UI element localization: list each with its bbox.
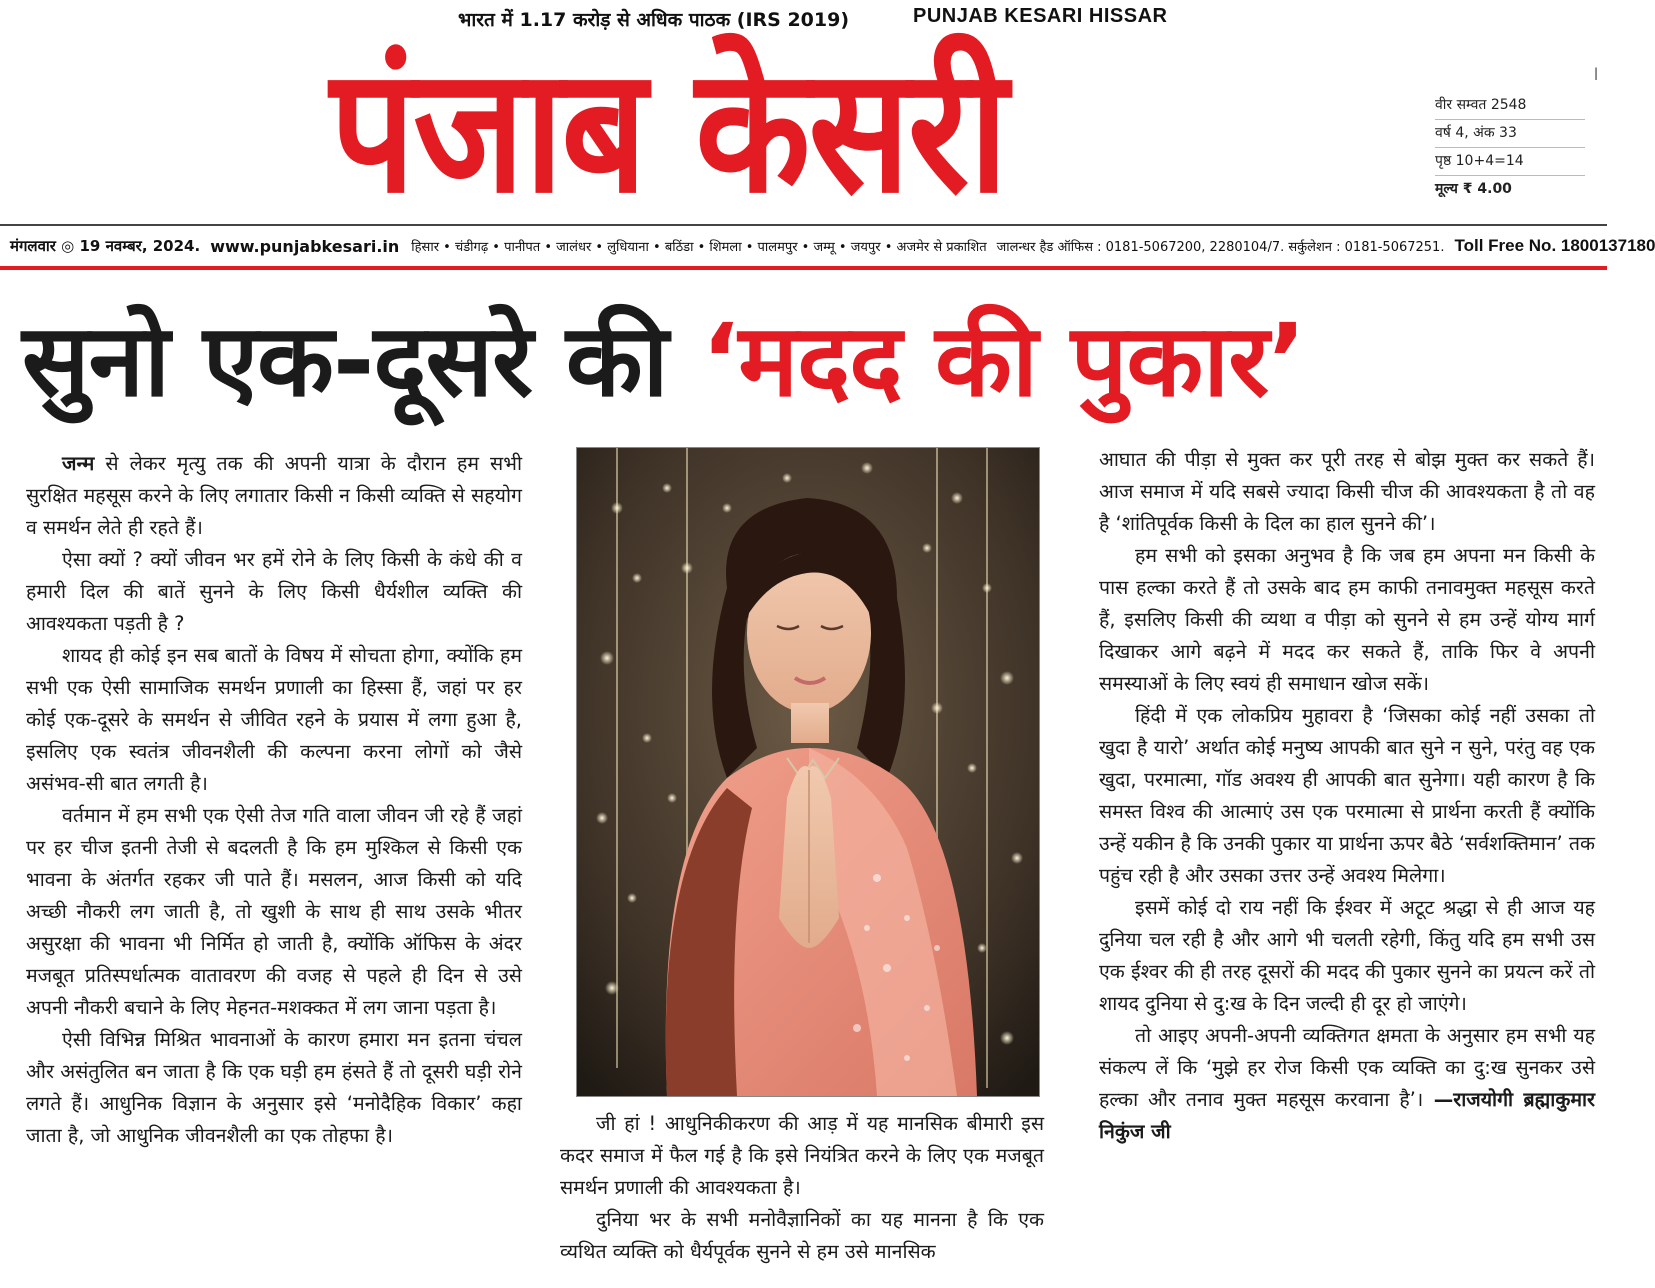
author-byline: —राजयोगी ब्रह्माकुमार निकुंज जी [1099, 1088, 1596, 1143]
paragraph: दुनिया भर के सभी मनोवैज्ञानिकों का यह मानना है कि एक व्यथित व्यक्ति को धैर्यपूर्वक सुनने से हम उसे मानसिक [560, 1208, 1044, 1263]
paragraph: जन्म से लेकर मृत्यु तक की अपनी यात्रा के दौरान हम सभी सुरक्षित महसूस करने के लिए लगातार किसी न किसी व्यक्ति से सहयोग व समर्थन लेते ही रहते हैं। [26, 452, 522, 539]
article-headline [22, 296, 1602, 426]
praying-woman-image [577, 448, 1039, 1096]
paragraph: हम सभी को इसका अनुभव है कि जब हम अपना मन किसी के पास हल्का करते हैं तो उसके बाद हम काफी तनावमुक्त महसूस करते हैं, इसलिए किसी की व्यथा व पीड़ा को सुनने से हम उन्हें योग्य मार्ग दिखाकर आगे बढ़ने में मदद कर सकते हैं, ताकि फिर वे अपनी समस्याओं के लिए स्वयं ही समाधान खोज सकें। [1099, 544, 1595, 695]
price: मूल्य ₹ 4.00 [1435, 181, 1512, 197]
paragraph: हिंदी में एक लोकप्रिय मुहावरा है ‘जिसका कोई नहीं उसका तो खुदा है यारो’ अर्थात कोई मनुष्य आपकी बात सुने न सुने, परंतु वह एक खुदा, परमात्मा, गॉड अवश्य ही आपकी बात सुनेगा। यही कारण है कि समस्त विश्व की आत्माएं उस एक परमात्मा से प्रार्थना करती हैं क्योंकि उन्हें यकीन है कि उनकी पुकार या प्रार्थना ऊपर बैठे ‘सर्वशक्तिमान’ तक पहुंच रही है और उसका उत्तर उन्हें अवश्य मिलेगा। [1099, 704, 1595, 887]
website-link[interactable]: www.punjabkesari.in [210, 236, 400, 256]
readership-line: भारत में 1.17 करोड़ से अधिक पाठक (IRS 2019) [458, 9, 850, 31]
article-column-3 [1099, 444, 1595, 1148]
lead-word: जन्म [62, 452, 95, 475]
paragraph: शायद ही कोई इन सब बातों के विषय में सोचता होगा, क्योंकि हम सभी एक ऐसी सामाजिक समर्थन प्रणाली का हिस्सा हैं, जहां पर हर कोई एक-दूसरे के समर्थन से जीवित रहने के प्रयास में लगा हुआ है, इसलिए एक स्वतंत्र जीवनशैली की कल्पना करना लोगों को जैसे असंभव-सी बात लगती है। [26, 644, 522, 795]
paragraph: वर्तमान में हम सभी एक ऐसी तेज गति वाला जीवन जी रहे हैं जहां पर हर चीज इतनी तेजी से बदलती है कि हम मुश्किल से किसी एक भावना के अंतर्गत रहकर जी पाते हैं। मसलन, आज किसी को यदि अच्छी नौकरी लग जाती है, तो खुशी के साथ ही साथ उसके भीतर असुरक्षा की भावना भी निर्मित हो जाती है, क्योंकि ऑफिस के अंदर मजबूत प्रतिस्पर्धात्मक वातावरण की वजह से पहले ही दिन से उसे अपनी नौकरी बचाने के लिए मेहनत-मशक्कत में लग जाना पड़ता है। [26, 804, 522, 1019]
toll-free-number: Toll Free No. 1800137180 [1454, 236, 1655, 255]
article-column-1 [26, 448, 522, 1152]
publishing-cities: हिसार • चंडीगढ़ • पानीपत • जालंधर • लुधियाना • बठिंडा • शिमला • पालमपुर • जम्मू • जयपुर • अजमेर से प्रकाशित [411, 240, 987, 255]
volume-issue: वर्ष 4, अंक 33 [1435, 120, 1585, 148]
date-info-bar [0, 224, 1655, 270]
paragraph: तो आइए अपनी-अपनी व्यक्तिगत क्षमता के अनुसार हम सभी यह संकल्प लें कि ‘मुझे हर रोज किसी एक व्यक्ति का दु:ख सुनकर उसे हल्का और तनाव मुक्त महसूस करवाना है’। —राजयोगी ब्रह्माकुमार निकुंज जी [1099, 1024, 1596, 1143]
paragraph: इसमें कोई दो राय नहीं कि ईश्वर में अटूट श्रद्धा से ही आज यह दुनिया चल रही है और आगे भी चलती रहेगी, किंतु यदि हम सभी उस एक ईश्वर की ही तरह दूसरों की मदद की पुकार सुनने का प्रयत्न करें तो शायद दुनिया से दु:ख के दिन जल्दी ही दूर हो जाएंगे। [1099, 896, 1595, 1015]
edition-name: PUNJAB KESARI HISSAR [913, 5, 1168, 27]
newspaper-logo: पंजाब केसरी [330, 31, 1007, 232]
masthead [0, 0, 1607, 240]
article-photo [576, 447, 1040, 1097]
page-count: पृष्ठ 10+4=14 [1435, 148, 1585, 176]
headline-red-part: ‘मदद की पुकार’ [701, 302, 1306, 419]
paragraph: आघात की पीड़ा से मुक्त कर पूरी तरह से बोझ मुक्त कर सकते हैं। आज समाज में यदि सबसे ज्यादा किसी चीज की आवश्यकता है तो वह है ‘शांतिपूर्वक किसी के दिल का हाल सुनने की’। [1099, 448, 1595, 535]
publication-info [1435, 92, 1585, 203]
registration-mark: | [1594, 66, 1599, 80]
headline-black-part: सुनो एक-दूसरे की [22, 302, 668, 419]
paragraph: ऐसा क्यों ? क्यों जीवन भर हमें रोने के लिए किसी के कंधे की व हमारी दिल की बातें सुनने के लिए किसी धैर्यशील व्यक्ति की आवश्यकता पड़ती है ? [26, 548, 522, 635]
paragraph: जी हां ! आधुनिकीकरण की आड़ में यह मानसिक बीमारी इस कदर समाज में फैल गई है कि इसे नियंत्रित करने के लिए एक मजबूत समर्थन प्रणाली की आवश्यकता है। [560, 1112, 1044, 1199]
paragraph: ऐसी विभिन्न मिश्रित भावनाओं के कारण हमारा मन इतना चंचल और असंतुलित बन जाता है कि एक घड़ी हम हंसते हैं तो दूसरी घड़ी रोने लगते हैं। आधुनिक विज्ञान के अनुसार इसे ‘मनोदैहिक विकार’ कहा जाता है, जो आधुनिक जीवनशैली का एक तोहफा है। [26, 1028, 522, 1147]
office-contact: जालन्धर हैड ऑफिस : 0181-5067200, 2280104/7. सर्कुलेशन : 0181-5067251. [996, 240, 1445, 255]
article-column-2 [560, 1108, 1044, 1268]
issue-date: मंगलवार ◎ 19 नवम्बर, 2024. [10, 237, 201, 255]
samvat-line: वीर सम्वत 2548 [1435, 92, 1585, 120]
